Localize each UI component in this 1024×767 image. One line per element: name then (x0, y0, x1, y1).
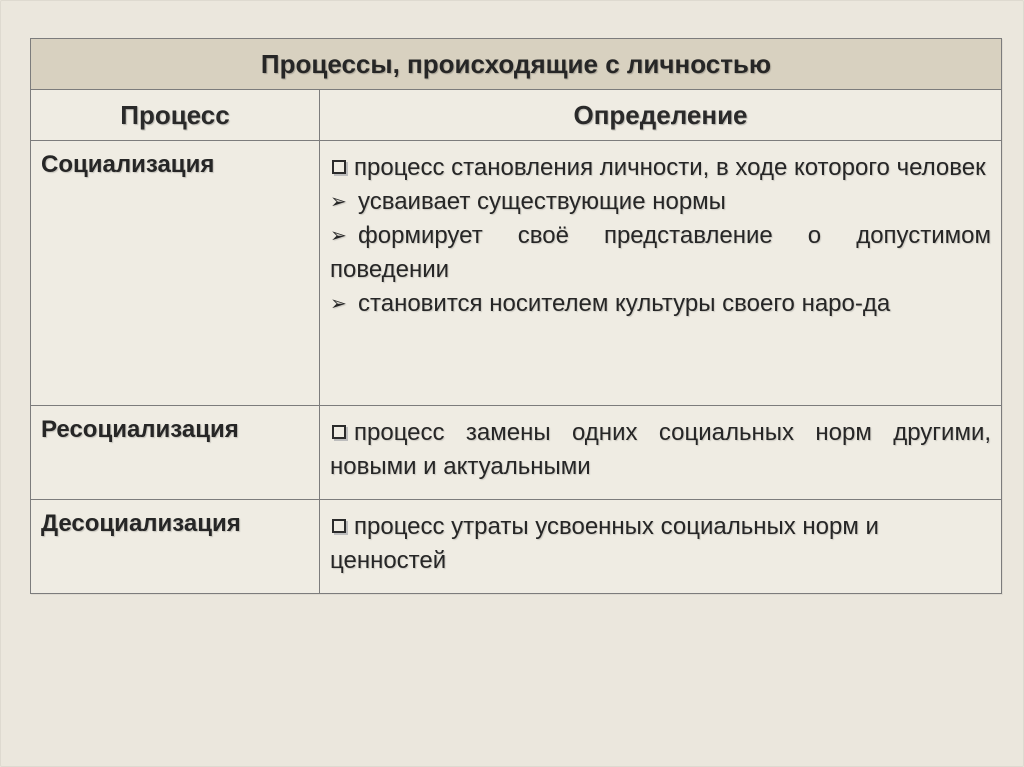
table-header-row (31, 90, 1002, 141)
arrowhead-right-icon: ➢ (330, 191, 347, 213)
term-socialization: Социализация (31, 141, 320, 406)
term-desocialization: Десоциализация (31, 500, 320, 594)
table-row-resocialization (31, 406, 1002, 500)
header-definition: Определение (320, 90, 1002, 141)
definition-text: процесс становления личности, в ходе которого человек (330, 151, 991, 185)
definition-desocialization (320, 500, 1002, 594)
checkbox-square-icon (332, 425, 346, 439)
definition-resocialization (320, 406, 1002, 500)
definition-text: процесс замены одних социальных норм другими, новыми и актуальными (330, 419, 992, 480)
arrowhead-right-icon: ➢ (330, 293, 347, 315)
subitem: ➢ формирует своё представление о допустимом поведении (330, 219, 991, 287)
table-row-desocialization (31, 500, 1002, 594)
definition-text: процесс утраты усвоенных социальных норм и ценностей (330, 513, 879, 574)
arrowhead-right-icon: ➢ (330, 225, 347, 247)
checkbox-square-icon (332, 519, 346, 533)
table-title-row (31, 39, 1002, 90)
term-resocialization: Ресоциализация (31, 406, 320, 500)
table-row-socialization (31, 141, 1002, 406)
processes-table (30, 38, 1002, 594)
definition-socialization (320, 141, 1002, 406)
header-process: Процесс (31, 90, 320, 141)
table-title: Процессы, происходящие с личностью (31, 39, 1002, 90)
checkbox-square-icon (332, 160, 346, 174)
subitem: ➢ становится носителем культуры своего наро-да (330, 287, 991, 321)
subitem: ➢ усваивает существующие нормы (330, 185, 991, 219)
